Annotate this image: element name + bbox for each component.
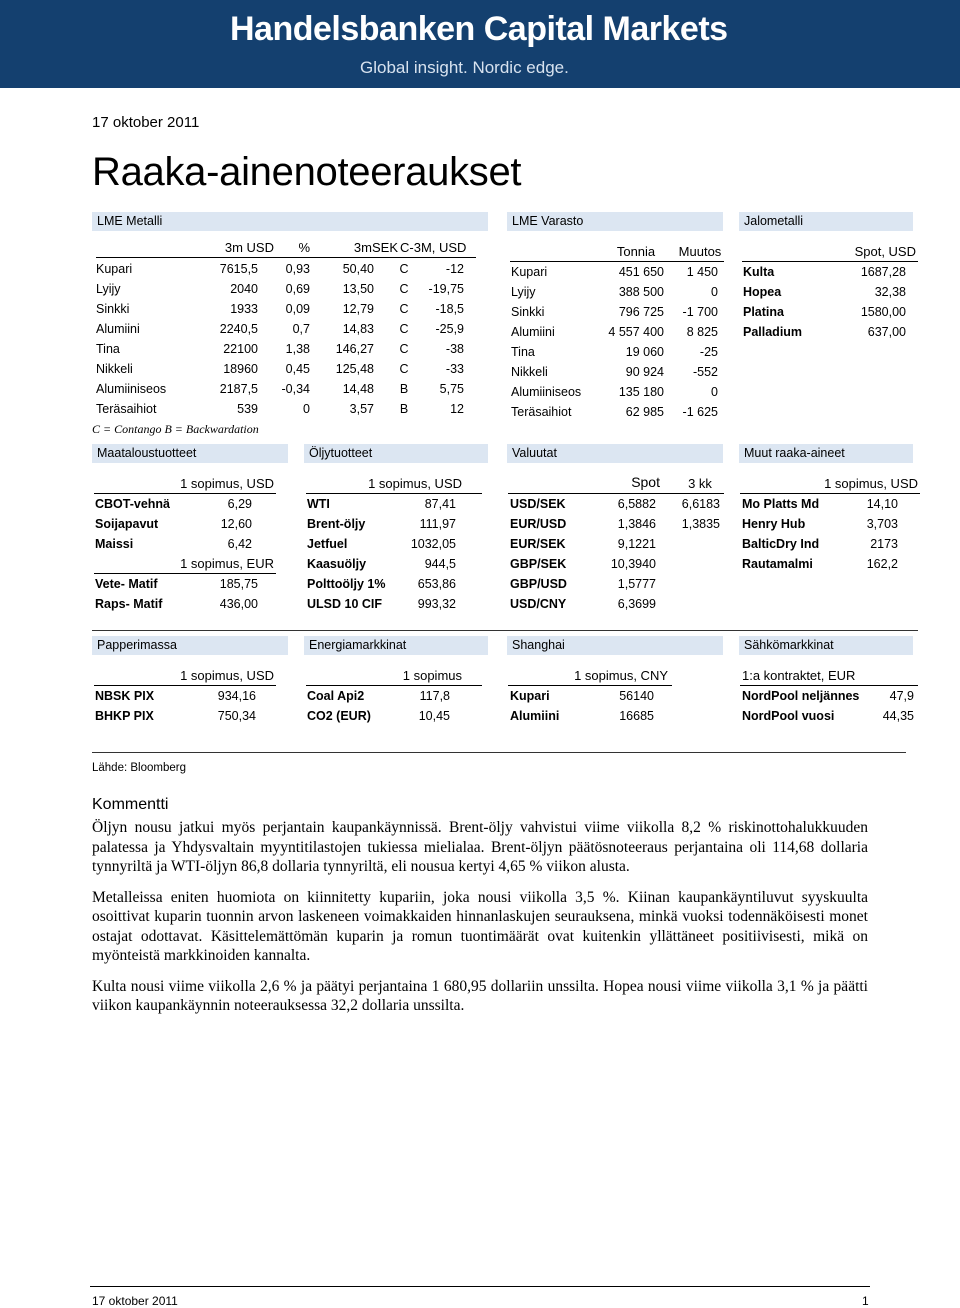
table-cell: 14,48	[342, 382, 374, 396]
unit-header: 1 sopimus, USD	[180, 476, 274, 491]
unit-header: 1 sopimus, USD	[180, 668, 274, 683]
section-header-oil: Öljytuotteet	[304, 444, 488, 463]
row-label: Jetfuel	[307, 537, 348, 551]
column-header-underline	[740, 685, 918, 686]
table-cell: 162,2	[866, 557, 898, 571]
unit-header: 1 sopimus, USD	[368, 476, 462, 491]
row-label: Kupari	[96, 262, 133, 276]
table-cell: -18,5	[435, 302, 464, 316]
table-cell: 0,69	[285, 282, 310, 296]
table-cell: 993,32	[417, 597, 456, 611]
page-title: Raaka-ainenoteeraukset	[92, 150, 522, 194]
column-header-underline	[94, 573, 276, 574]
row-label: Kupari	[511, 265, 548, 279]
table-cell: -25,9	[435, 322, 464, 336]
row-label: Alumiini	[510, 709, 560, 723]
table-cell: 1,5777	[617, 577, 656, 591]
table-cell: -19,75	[428, 282, 464, 296]
row-label: NordPool neljännes	[742, 689, 860, 703]
table-cell: B	[399, 402, 409, 416]
table-cell: -25	[699, 345, 718, 359]
row-label: USD/CNY	[510, 597, 567, 611]
table-cell: -12	[445, 262, 464, 276]
section-header-agri: Maataloustuotteet	[92, 444, 288, 463]
table-cell: 6,29	[227, 497, 252, 511]
unit-header: 1:a kontraktet, EUR	[742, 668, 856, 683]
section-header-precious: Jalometalli	[739, 212, 913, 231]
table-cell: 1 450	[686, 265, 718, 279]
table-cell: 6,3699	[617, 597, 656, 611]
table-cell: -38	[445, 342, 464, 356]
table-cell: 8 825	[686, 325, 718, 339]
table-cell: 6,6183	[681, 497, 720, 511]
column-header-underline	[306, 685, 482, 686]
column-header: 3mSEK	[353, 240, 398, 255]
table-cell: 0,45	[285, 362, 310, 376]
table-cell: C	[399, 322, 409, 336]
column-header-underline	[510, 261, 724, 262]
row-label: CBOT-vehnä	[95, 497, 171, 511]
table-cell: 1,38	[285, 342, 310, 356]
table-cell: -33	[445, 362, 464, 376]
row-label: Alumiiniseos	[96, 382, 167, 396]
header-banner	[0, 0, 960, 88]
row-label: Alumiiniseos	[511, 385, 582, 399]
table-cell: 18960	[223, 362, 258, 376]
brand-tagline: Global insight. Nordic edge.	[360, 58, 569, 77]
section-header-lme-metals: LME Metalli	[92, 212, 488, 231]
row-label: Rautamalmi	[742, 557, 813, 571]
row-label: Polttoöljy 1%	[307, 577, 386, 591]
row-label: EUR/USD	[510, 517, 567, 531]
table-cell: 4 557 400	[608, 325, 664, 339]
divider-line	[92, 630, 918, 631]
row-label: Brent-öljy	[307, 517, 366, 531]
row-label: Alumiini	[511, 325, 555, 339]
table-cell: C	[399, 342, 409, 356]
table-cell: 0,93	[285, 262, 310, 276]
table-cell: 19 060	[625, 345, 664, 359]
table-cell: 6,42	[227, 537, 252, 551]
table-cell: 2040	[230, 282, 258, 296]
row-label: Teräsaihiot	[511, 405, 572, 419]
table-cell: 1,3846	[617, 517, 656, 531]
table-cell: 185,75	[219, 577, 258, 591]
row-label: Soijapavut	[95, 517, 159, 531]
table-cell: 146,27	[335, 342, 374, 356]
row-label: Tina	[96, 342, 120, 356]
table-cell: 653,86	[417, 577, 456, 591]
row-label: NordPool vuosi	[742, 709, 835, 723]
table-cell: 12,60	[220, 517, 252, 531]
footer-date: 17 oktober 2011	[92, 1294, 178, 1308]
section-header-other-raw: Muut raaka-aineet	[739, 444, 913, 463]
row-label: Sinkki	[511, 305, 545, 319]
table-cell: C	[399, 362, 409, 376]
row-label: Kupari	[510, 689, 550, 703]
table-cell: 637,00	[867, 325, 906, 339]
section-header-energy: Energiamarkkinat	[304, 636, 488, 655]
column-header: 3m USD	[224, 240, 274, 255]
table-cell: 62 985	[625, 405, 664, 419]
table-cell: -552	[692, 365, 718, 379]
section-header-shanghai: Shanghai	[507, 636, 723, 655]
table-cell: 87,41	[424, 497, 456, 511]
row-label: Teräsaihiot	[96, 402, 157, 416]
footer-page-number: 1	[862, 1294, 869, 1308]
table-cell: 56140	[619, 689, 654, 703]
row-label: Nikkeli	[511, 365, 548, 379]
table-cell: 451 650	[618, 265, 664, 279]
unit-header: 1 sopimus, CNY	[574, 668, 668, 683]
table-cell: 388 500	[618, 285, 664, 299]
row-label: Maissi	[95, 537, 134, 551]
source-note: Lähde: Bloomberg	[92, 762, 186, 774]
table-cell: -1 700	[682, 305, 718, 319]
table-cell: 1687,28	[860, 265, 906, 279]
table-cell: 0,09	[285, 302, 310, 316]
unit-header: 1 sopimus	[402, 668, 462, 683]
row-label: Tina	[511, 345, 535, 359]
source-divider	[92, 752, 906, 753]
table-cell: 47,9	[889, 689, 914, 703]
table-cell: 12,79	[342, 302, 374, 316]
column-header: Muutos	[678, 244, 722, 259]
row-label: Henry Hub	[742, 517, 806, 531]
table-cell: 44,35	[882, 709, 914, 723]
column-header: Tonnia	[616, 244, 656, 259]
table-cell: 5,75	[439, 382, 464, 396]
table-cell: 10,45	[418, 709, 450, 723]
section-header-power: Sähkömarkkinat	[739, 636, 913, 655]
section-header-lme-stock: LME Varasto	[507, 212, 723, 231]
column-header-underline	[742, 261, 918, 262]
table-cell: 22100	[223, 342, 258, 356]
table-cell: 0,7	[292, 322, 310, 336]
row-label: Platina	[743, 305, 784, 319]
comments-heading: Kommentti	[92, 796, 169, 813]
table-cell: 14,83	[342, 322, 374, 336]
table-cell: 750,34	[217, 709, 256, 723]
table-cell: 14,10	[866, 497, 898, 511]
column-header-underline	[94, 685, 276, 686]
unit-header: 1 sopimus, USD	[824, 476, 918, 491]
column-header-underline	[94, 493, 276, 494]
row-label: WTI	[307, 497, 330, 511]
row-label: NBSK PIX	[95, 689, 155, 703]
table-cell: 90 924	[625, 365, 664, 379]
unit-header: 1 sopimus, EUR	[180, 556, 274, 571]
table-cell: 934,16	[217, 689, 256, 703]
row-label: USD/SEK	[510, 497, 566, 511]
row-label: Lyijy	[511, 285, 536, 299]
row-label: Vete- Matif	[95, 577, 158, 591]
row-label: ULSD 10 CIF	[307, 597, 383, 611]
table-cell: C	[399, 262, 409, 276]
table-cell: 125,48	[335, 362, 374, 376]
row-label: CO2 (EUR)	[307, 709, 371, 723]
table-cell: 32,38	[874, 285, 906, 299]
row-label: Coal Api2	[307, 689, 365, 703]
row-label: Palladium	[743, 325, 803, 339]
table-cell: 539	[237, 402, 258, 416]
table-cell: C	[399, 282, 409, 296]
table-cell: 111,97	[419, 517, 456, 531]
table-cell: C	[399, 302, 409, 316]
comment-paragraph: Metalleissa eniten huomiota on kiinnitetty kupariin, joka nousi viikolla 3,5 %. Kiinan kaupankäyntiluvut syyskuulta osoittivat kuparin tuonnin arvon laskeneen voimakkaiden hinnanlaskujen seurauksena, minkä vuoksi todennäköisesti monet ostajat odottavat. Käsittelemättömän kuparin ja romun tuontimäärät ovat kuitenkin yllättäneet positiivisesti, mikä on myönteistä markkinoiden kannalta.	[92, 888, 868, 964]
section-header-pulp: Papperimassa	[92, 636, 288, 655]
row-label: BalticDry Ind	[742, 537, 820, 551]
row-label: Hopea	[743, 285, 782, 299]
report-date: 17 oktober 2011	[92, 114, 200, 131]
table-cell: 3,703	[866, 517, 898, 531]
row-label: Kulta	[743, 265, 775, 279]
column-header: 3 kk	[688, 476, 712, 491]
table-cell: 2173	[870, 537, 898, 551]
table-cell: 6,5882	[617, 497, 656, 511]
table-cell: 2240,5	[219, 322, 258, 336]
table-cell: 0	[303, 402, 310, 416]
column-header-underline	[508, 685, 672, 686]
table-cell: 9,1221	[617, 537, 656, 551]
table-cell: 3,57	[349, 402, 374, 416]
table-cell: 135 180	[618, 385, 664, 399]
row-label: Lyijy	[96, 282, 121, 296]
table-cell: -1 625	[682, 405, 718, 419]
row-label: Nikkeli	[96, 362, 133, 376]
footer-line	[90, 1286, 870, 1287]
brand-name: Handelsbanken Capital Markets	[230, 10, 728, 48]
table-cell: 436,00	[219, 597, 258, 611]
table-cell: 944,5	[424, 557, 456, 571]
column-header: %	[298, 240, 310, 255]
table-cell: 0	[711, 285, 718, 299]
row-label: Sinkki	[96, 302, 130, 316]
row-label: Raps- Matif	[95, 597, 163, 611]
row-label: Alumiini	[96, 322, 140, 336]
column-header-underline	[96, 257, 476, 258]
table-cell: 10,3940	[610, 557, 656, 571]
table-cell: -0,34	[281, 382, 310, 396]
contango-note: C = Contango B = Backwardation	[92, 422, 259, 436]
row-label: GBP/SEK	[510, 557, 567, 571]
section-header-fx: Valuutat	[507, 444, 723, 463]
table-cell: 1032,05	[410, 537, 456, 551]
table-cell: B	[399, 382, 409, 396]
table-cell: 117,8	[419, 689, 450, 703]
table-cell: 16685	[619, 709, 654, 723]
column-header: C-3M, USD	[400, 240, 467, 255]
column-header: Spot, USD	[854, 244, 916, 259]
comment-paragraph: Kulta nousi viime viikolla 2,6 % ja päätyi perjantaina 1 680,95 dollariin unssilta. Hopea nousi viime viikolla 3,1 % ja päätti viikon kaupankäynnin noteerauksessa 32,2 dollaria unssilta.	[92, 977, 868, 1014]
table-cell: 12	[450, 402, 464, 416]
table-cell: 2187,5	[219, 382, 258, 396]
row-label: GBP/USD	[510, 577, 567, 591]
table-cell: 7615,5	[219, 262, 258, 276]
table-cell: 1933	[230, 302, 258, 316]
comments-section	[92, 796, 868, 1027]
column-header-underline	[306, 493, 482, 494]
table-cell: 50,40	[342, 262, 374, 276]
table-cell: 1,3835	[681, 517, 720, 531]
row-label: Kaasuöljy	[307, 557, 367, 571]
table-cell: 796 725	[618, 305, 664, 319]
column-header-underline	[740, 493, 920, 494]
row-label: EUR/SEK	[510, 537, 566, 551]
column-header-underline	[508, 493, 724, 494]
row-label: Mo Platts Md	[742, 497, 820, 511]
row-label: BHKP PIX	[95, 709, 154, 723]
comment-paragraph: Öljyn nousu jatkui myös perjantain kaupankäynnissä. Brent-öljy vahvistui viime viikolla 8,2 % riskinottohalukkuuden palatessa ja Yhdysvaltain myyntitilastojen tukiessa mielialaa. Brent-öljyn päätösnoteeraus perjantaina oli 114,68 dollaria tynnyriltä ja WTI-öljyn 86,8 dollaria tynnyriltä, eli nousua kertyi 4,65 % viikon alusta.	[92, 819, 868, 875]
column-header: Spot	[631, 474, 660, 490]
table-cell: 13,50	[342, 282, 374, 296]
table-cell: 0	[711, 385, 718, 399]
table-cell: 1580,00	[860, 305, 906, 319]
